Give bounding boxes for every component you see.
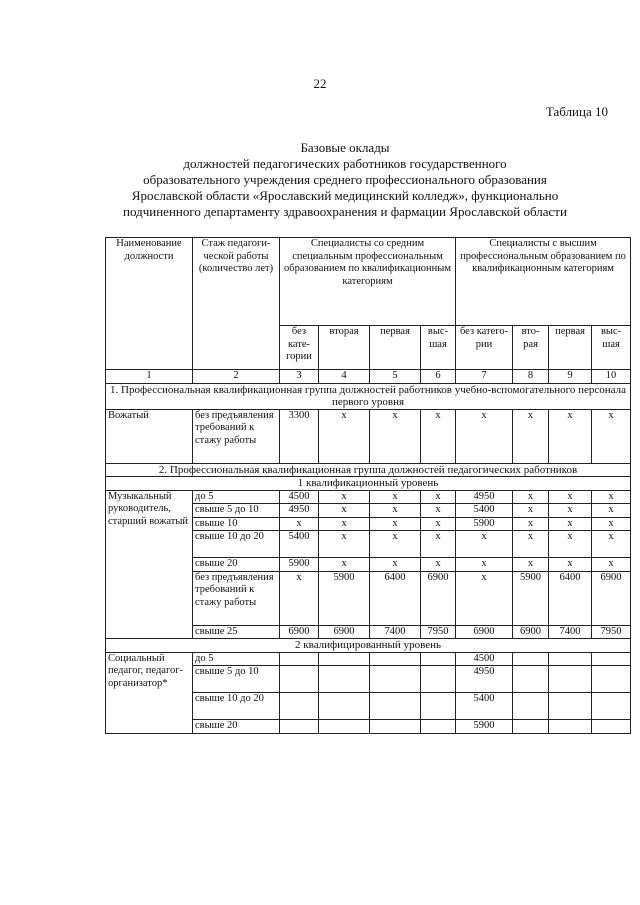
salary-cell (549, 693, 592, 720)
header-position: Наименование должности (106, 238, 193, 370)
salary-cell: х (549, 490, 592, 504)
page-number: 22 (313, 76, 327, 91)
salary-cell: х (319, 504, 370, 518)
salary-cell: х (456, 558, 513, 572)
salary-cell: х (513, 409, 549, 463)
column-number: 7 (456, 370, 513, 384)
salary-cell (592, 693, 631, 720)
table-label: Таблица 10 (545, 104, 608, 119)
experience-cell: свыше 5 до 10 (193, 666, 280, 693)
salary-cell: х (513, 558, 549, 572)
header-experience: Стаж педагоги-ческой работы (количество лет) (193, 238, 280, 370)
salary-cell: 5900 (456, 720, 513, 734)
experience-cell: свыше 5 до 10 (193, 504, 280, 518)
salary-cell: х (280, 571, 319, 625)
salary-cell: х (592, 531, 631, 558)
header-category: выс-шая (592, 326, 631, 370)
salary-cell: 5400 (456, 504, 513, 518)
position-cell: Социальный педагог, педагог-организатор* (106, 652, 193, 733)
salary-cell: х (549, 558, 592, 572)
salary-cell (549, 666, 592, 693)
salary-cell: х (549, 517, 592, 531)
salary-cell: 6900 (513, 625, 549, 639)
salary-cell (592, 666, 631, 693)
salary-cell: х (592, 409, 631, 463)
salary-cell: х (370, 531, 421, 558)
column-number: 4 (319, 370, 370, 384)
salary-cell (370, 693, 421, 720)
salary-cell: 5900 (456, 517, 513, 531)
salary-cell (370, 666, 421, 693)
salary-cell (421, 666, 456, 693)
salary-cell: х (592, 517, 631, 531)
salary-cell: 7950 (592, 625, 631, 639)
salary-cell (513, 693, 549, 720)
title-line: образовательного учреждения среднего профессионального образования (143, 172, 547, 187)
column-number: 5 (370, 370, 421, 384)
salary-cell: 7400 (549, 625, 592, 639)
salary-cell: 5900 (319, 571, 370, 625)
salary-cell: 7950 (421, 625, 456, 639)
salary-cell: х (513, 504, 549, 518)
salary-cell (319, 652, 370, 666)
experience-cell: без предъявления требований к стажу работы (193, 571, 280, 625)
salary-cell: х (456, 409, 513, 463)
column-number: 2 (193, 370, 280, 384)
salary-cell (370, 652, 421, 666)
level-heading: 1 квалификационный уровень (106, 477, 631, 491)
header-category: выс-шая (421, 326, 456, 370)
salary-cell: 6900 (280, 625, 319, 639)
salary-cell (549, 652, 592, 666)
salary-cell: х (592, 490, 631, 504)
salary-cell: х (370, 409, 421, 463)
header-middle-education: Специалисты со средним специальным профессиональным образованием по квалификационным категориям (280, 238, 456, 326)
salary-cell: х (513, 517, 549, 531)
salary-cell: х (370, 517, 421, 531)
header-category: вто-рая (513, 326, 549, 370)
salary-cell (280, 666, 319, 693)
salary-cell: 6900 (456, 625, 513, 639)
header-category: без катего-рии (456, 326, 513, 370)
salary-cell (592, 652, 631, 666)
column-number: 6 (421, 370, 456, 384)
experience-cell: свыше 10 (193, 517, 280, 531)
experience-cell: свыше 20 (193, 720, 280, 734)
salary-cell (549, 720, 592, 734)
salary-cell: 6900 (319, 625, 370, 639)
salary-cell: 4950 (280, 504, 319, 518)
salary-cell: х (421, 517, 456, 531)
header-higher-education: Специалисты с высшим профессиональным образованием по квалификационным категориям (456, 238, 631, 326)
document-title (95, 140, 595, 220)
experience-cell: до 5 (193, 652, 280, 666)
salary-cell: х (370, 558, 421, 572)
salary-cell: 5400 (456, 693, 513, 720)
salary-cell: х (549, 531, 592, 558)
salary-cell: х (421, 504, 456, 518)
column-number: 9 (549, 370, 592, 384)
salary-cell: х (319, 531, 370, 558)
position-cell: Музыкальный руководитель, старший вожатый (106, 490, 193, 639)
salary-cell (421, 652, 456, 666)
salary-cell (421, 720, 456, 734)
salary-cell: 6900 (592, 571, 631, 625)
salary-cell: 5400 (280, 531, 319, 558)
header-category: первая (549, 326, 592, 370)
experience-cell: свыше 25 (193, 625, 280, 639)
salary-cell (513, 666, 549, 693)
salary-cell (421, 693, 456, 720)
header-category: без кате-гории (280, 326, 319, 370)
salary-cell: 6400 (370, 571, 421, 625)
salary-cell (280, 652, 319, 666)
position-cell: Вожатый (106, 409, 193, 463)
salary-cell: х (280, 517, 319, 531)
salary-cell: х (592, 558, 631, 572)
salary-cell: х (421, 490, 456, 504)
salary-cell: х (421, 531, 456, 558)
salary-cell (592, 720, 631, 734)
experience-cell: свыше 10 до 20 (193, 531, 280, 558)
title-line: Базовые оклады (300, 140, 390, 155)
salary-cell: х (549, 504, 592, 518)
section-heading: 1. Профессиональная квалификационная группа должностей работников учебно-вспомогательного персонала первого уровня (106, 383, 631, 409)
salary-cell: х (513, 490, 549, 504)
title-line: должностей педагогических работников государственного (183, 156, 507, 171)
salary-cell (370, 720, 421, 734)
salary-cell: х (319, 558, 370, 572)
salary-cell: х (370, 490, 421, 504)
salary-cell: х (319, 409, 370, 463)
salary-cell: х (592, 504, 631, 518)
salary-cell: х (319, 490, 370, 504)
title-line: подчиненного департаменту здравоохранения и фармации Ярославской области (123, 204, 567, 219)
salary-cell: 4950 (456, 490, 513, 504)
salary-cell (319, 720, 370, 734)
experience-cell: свыше 20 (193, 558, 280, 572)
salary-cell (280, 693, 319, 720)
salary-cell: 6900 (421, 571, 456, 625)
salary-cell: х (513, 531, 549, 558)
salary-cell (319, 666, 370, 693)
salary-cell: 5900 (513, 571, 549, 625)
salary-cell: 7400 (370, 625, 421, 639)
header-category: первая (370, 326, 421, 370)
experience-cell: свыше 10 до 20 (193, 693, 280, 720)
section-heading: 2. Профессиональная квалификационная группа должностей педагогических работников (106, 463, 631, 477)
salary-cell (513, 652, 549, 666)
salary-cell: х (421, 409, 456, 463)
salary-table (105, 237, 631, 734)
salary-cell: 5900 (280, 558, 319, 572)
experience-cell: до 5 (193, 490, 280, 504)
title-line: Ярославской области «Ярославский медицинский колледж», функционально (131, 188, 559, 203)
salary-cell: х (549, 409, 592, 463)
salary-cell: 4500 (456, 652, 513, 666)
header-category: вторая (319, 326, 370, 370)
level-heading: 2 квалифицированный уровень (106, 639, 631, 653)
salary-cell: 4500 (280, 490, 319, 504)
salary-cell: 3300 (280, 409, 319, 463)
column-number: 1 (106, 370, 193, 384)
salary-cell: х (456, 571, 513, 625)
salary-cell: 6400 (549, 571, 592, 625)
column-number: 3 (280, 370, 319, 384)
salary-cell: х (421, 558, 456, 572)
salary-cell (513, 720, 549, 734)
experience-cell: без предъявления требований к стажу работы (193, 409, 280, 463)
salary-cell: х (370, 504, 421, 518)
salary-cell: 4950 (456, 666, 513, 693)
salary-cell (280, 720, 319, 734)
column-number: 10 (592, 370, 631, 384)
salary-cell: х (456, 531, 513, 558)
column-number: 8 (513, 370, 549, 384)
salary-cell (319, 693, 370, 720)
salary-cell: х (319, 517, 370, 531)
